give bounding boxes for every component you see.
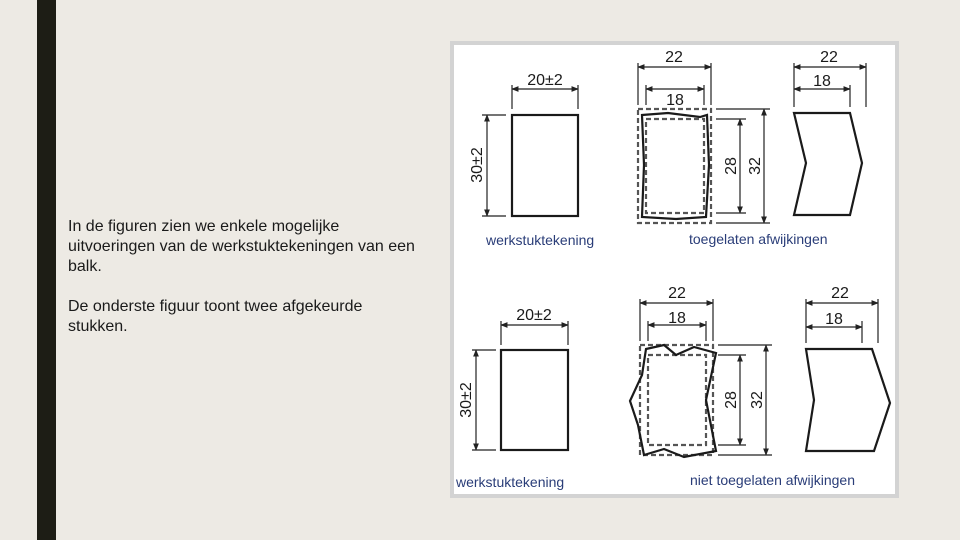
bottom-outer-tolerance-box xyxy=(640,345,713,455)
top-width-label: 20±2 xyxy=(527,72,563,89)
top-inner-tolerance-box xyxy=(646,119,704,213)
bottom-workpiece-rect xyxy=(501,350,568,450)
top-inner-width-label: 18 xyxy=(666,92,684,109)
bottom-panel xyxy=(455,285,890,490)
top-caption-right: toegelaten afwijkingen xyxy=(689,231,828,247)
tolerance-figure xyxy=(450,41,899,498)
bottom-outer-height-label: 32 xyxy=(749,391,766,409)
top-chevron-shape xyxy=(794,113,862,215)
paragraph-rejected: De onderste figuur toont twee afgekeurde stukken. xyxy=(68,298,363,335)
bottom-caption-right: niet toegelaten afwijkingen xyxy=(690,472,856,488)
paragraph-intro: In de figuren zien we enkele mogelijke uitvoeringen van de werkstuktekeningen van een balk. xyxy=(68,218,415,275)
bottom-inner-width-label: 18 xyxy=(668,310,686,327)
bottom-right-inner-width-label: 18 xyxy=(825,311,843,328)
top-height-label: 30±2 xyxy=(469,147,486,183)
tolerance-diagram xyxy=(454,45,895,494)
top-panel xyxy=(469,49,866,248)
accent-bar xyxy=(37,0,56,540)
top-caption-left: werkstuktekening xyxy=(486,232,595,248)
bottom-outer-width-label: 22 xyxy=(668,285,686,302)
top-right-inner-width-label: 18 xyxy=(813,73,831,90)
bottom-rejected-shape xyxy=(630,345,716,457)
top-allowed-shape xyxy=(642,113,709,219)
top-right-outer-width-label: 22 xyxy=(820,49,838,66)
top-outer-height-label: 32 xyxy=(747,157,764,175)
bottom-inner-height-label: 28 xyxy=(723,391,740,409)
bottom-inner-tolerance-box xyxy=(648,355,706,445)
bottom-right-outer-width-label: 22 xyxy=(831,285,849,302)
slide-body xyxy=(68,217,418,357)
top-outer-tolerance-box xyxy=(638,109,711,223)
top-workpiece-rect xyxy=(512,115,578,216)
bottom-width-label: 20±2 xyxy=(516,307,552,324)
top-inner-height-label: 28 xyxy=(723,157,740,175)
top-outer-width-label: 22 xyxy=(665,49,683,66)
bottom-rejected-chevron-shape xyxy=(806,349,890,451)
bottom-caption-left: werkstuktekening xyxy=(456,474,565,490)
bottom-height-label: 30±2 xyxy=(458,382,475,418)
